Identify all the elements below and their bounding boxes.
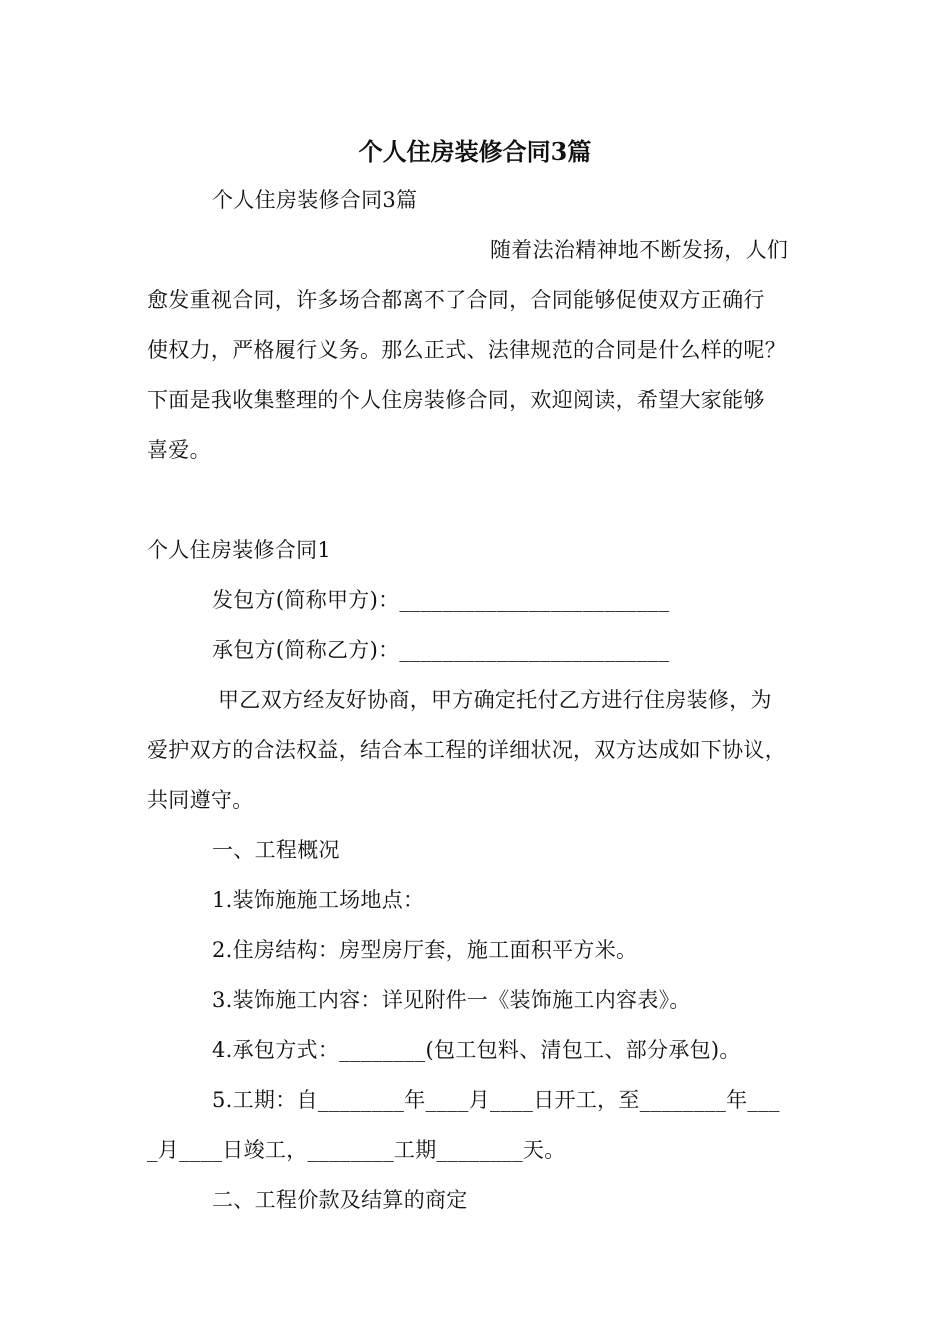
item-2: 2.住房结构：房型房厅套，施工面积平方米。	[212, 938, 638, 962]
preamble-line-1: 甲乙双方经友好协商，甲方确定托付乙方进行住房装修，为	[218, 688, 772, 712]
party-b-line: 承包方(简称乙方)：_________________________	[212, 638, 670, 662]
intro-line-4: 下面是我收集整理的个人住房装修合同，欢迎阅读，希望大家能够	[147, 388, 765, 412]
section-1-heading: 一、工程概况	[212, 838, 340, 862]
intro-line-1: 随着法治精神地不断发扬，人们	[490, 238, 789, 262]
document-subtitle: 个人住房装修合同3篇	[212, 188, 418, 212]
intro-line-5: 喜爱。	[147, 438, 211, 462]
intro-line-3: 使权力，严格履行义务。那么正式、法律规范的合同是什么样的呢？	[147, 338, 786, 362]
item-1: 1.装饰施施工场地点：	[212, 888, 425, 912]
item-5-continued: _月____日竣工，________工期________天。	[147, 1138, 566, 1162]
section-2-heading: 二、工程价款及结算的商定	[212, 1188, 468, 1212]
intro-line-2: 愈发重视合同，许多场合都离不了合同，合同能够促使双方正确行	[147, 288, 765, 312]
party-a-line: 发包方(简称甲方)：_________________________	[212, 588, 670, 612]
item-4: 4.承包方式：________(包工包料、清包工、部分承包)。	[212, 1038, 741, 1062]
item-5: 5.工期：自________年____月____日开工，至________年___	[212, 1088, 780, 1112]
contract-heading: 个人住房装修合同1	[147, 538, 332, 562]
item-3: 3.装饰施工内容：详见附件一《装饰施工内容表》。	[212, 988, 691, 1012]
document-title: 个人住房装修合同3篇	[358, 137, 592, 166]
preamble-line-3: 共同遵守。	[147, 788, 254, 812]
preamble-line-2: 爱护双方的合法权益，结合本工程的详细状况，双方达成如下协议，	[147, 738, 786, 762]
